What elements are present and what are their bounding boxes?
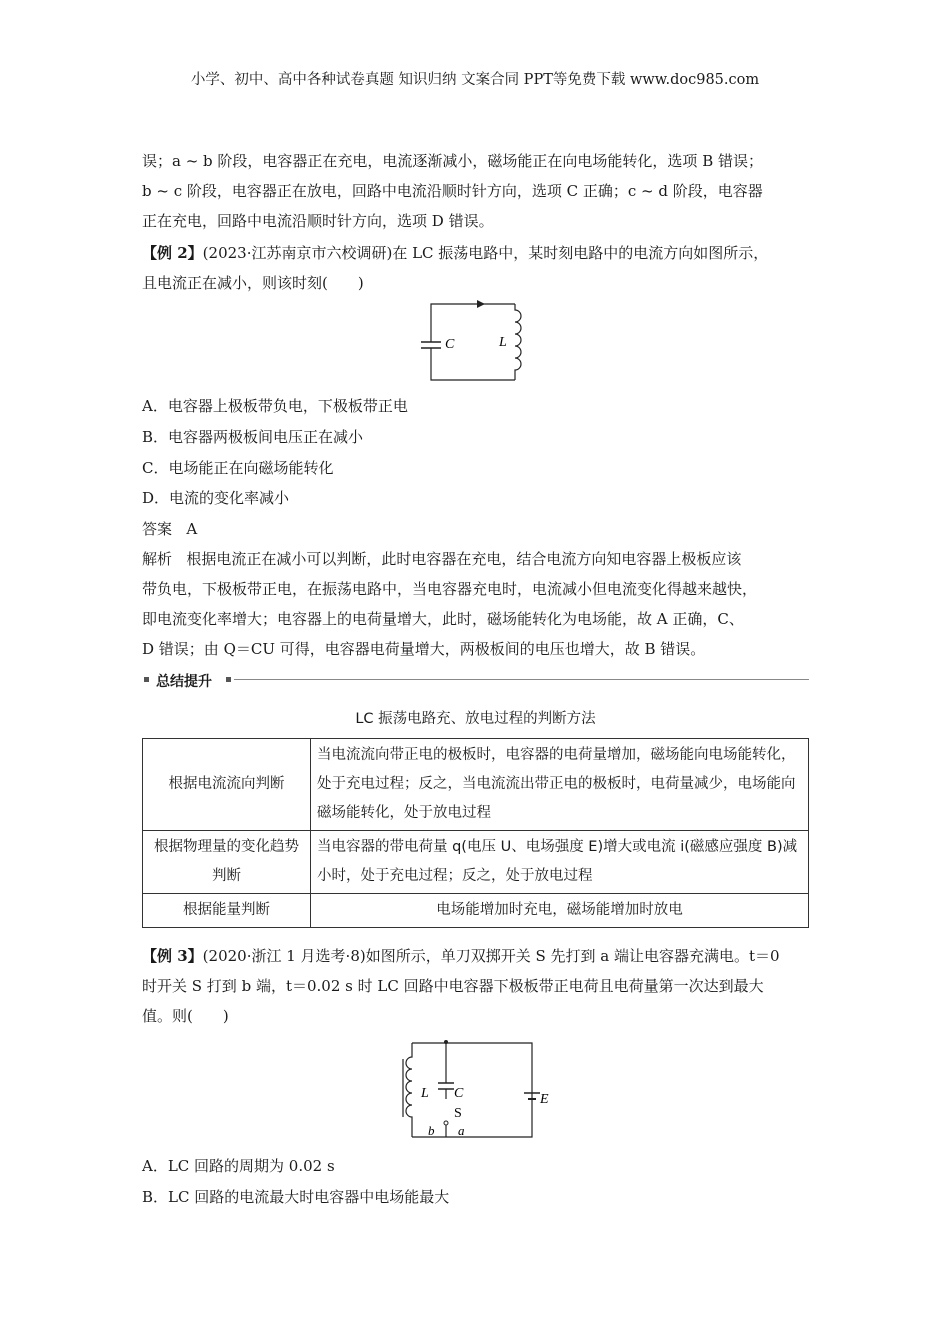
example-3-line-1: [142, 945, 780, 966]
ex3-option-b: B．LC 回路的电流最大时电容器中电场能最大: [142, 1188, 450, 1206]
inductor-coil: [406, 1043, 412, 1137]
switch-circuit-diagram: [398, 1035, 563, 1145]
summary-bullet-icon: [144, 677, 149, 682]
table-value: 当电容器的带电荷量 q(电压 U、电场强度 E)增大或电流 i(磁感应强度 B)减小时，处于充电过程；反之，处于放电过程: [311, 831, 809, 894]
option-d: D．电流的变化率减小: [142, 489, 290, 507]
lc-circuit-diagram: [415, 298, 535, 388]
example-3-line-3: 值。则( ): [142, 1007, 229, 1025]
analysis-line-3: 即电流变化率增大；电容器上的电荷量增大，此时，磁场能转化为电场能，故 A 正确，C、: [142, 610, 744, 628]
fig3-label-s: S: [454, 1106, 462, 1121]
summary-table: [142, 738, 809, 928]
table-row: [143, 894, 809, 928]
prev-line-3: 正在充电，回路中电流沿顺时针方向，选项 D 错误。: [142, 212, 494, 230]
summary-title: LC 振荡电路充、放电过程的判断方法: [355, 711, 596, 727]
prev-line-1: 误；a ~ b 阶段，电容器正在充电，电流逐渐减小，磁场能正在向电场能转化，选项 B 错误；: [142, 152, 763, 170]
analysis-label: 解析: [142, 550, 173, 568]
summary-bar: [142, 671, 809, 689]
summary-bullet-icon-2: [226, 677, 231, 682]
summary-rule: [234, 679, 809, 680]
summary-label: 总结提升: [156, 674, 212, 690]
fig3-label-l: L: [421, 1086, 429, 1101]
page-header: 小学、初中、高中各种试卷真题 知识归纳 文案合同 PPT等免费下载 www.doc985.com: [190, 72, 760, 88]
table-key: 根据物理量的变化趋势判断: [143, 831, 311, 894]
option-a: A．电容器上极板带负电，下极板带正电: [142, 397, 408, 415]
analysis-line-2: 带负电，下极板带正电，在振荡电路中，当电容器充电时，电流减小但电流变化得越来越快，: [142, 580, 758, 598]
option-b: B．电容器两极板间电压正在减小: [142, 428, 364, 446]
ex3-option-a: A．LC 回路的周期为 0.02 s: [142, 1157, 335, 1175]
table-row: [143, 739, 809, 831]
analysis-text-1: 根据电流正在减小可以判断，此时电容器在充电，结合电流方向知电容器上极板应该: [186, 550, 742, 568]
table-key: 根据能量判断: [143, 894, 311, 928]
analysis-line-1: [142, 548, 741, 569]
example-3-tag: 【例 3】: [142, 947, 203, 965]
example-3-text-1: (2020·浙江 1 月选考·8)如图所示，单刀双掷开关 S 先打到 a 端让电容器充满电。t＝0: [202, 947, 780, 965]
inductor-coil: [515, 304, 521, 380]
answer-label: 答案: [142, 520, 173, 538]
example-3-line-2: 时开关 S 打到 b 端，t＝0.02 s 时 LC 回路中电容器下极板带正电荷且电荷量第一次达到最大: [142, 977, 764, 995]
fig3-label-e: E: [540, 1092, 549, 1107]
fig3-label-c: C: [454, 1086, 464, 1101]
current-arrow-icon: [477, 300, 485, 308]
fig-label-l: L: [499, 335, 507, 350]
example-2-line-1: [142, 242, 768, 263]
fig3-label-b: b: [428, 1123, 435, 1138]
fig3-label-a: a: [458, 1123, 465, 1138]
table-value: 当电流流向带正电的极板时，电容器的电荷量增加，磁场能向电场能转化，处于充电过程；反之，当电流流出带正电的极板时，电荷量减少，电场能向磁场能转化，处于放电过程: [311, 739, 809, 831]
prev-line-2: b ~ c 阶段，电容器正在放电，回路中电流沿顺时针方向，选项 C 正确；c ~ d 阶段，电容器: [142, 182, 763, 200]
fig-label-c: C: [445, 337, 455, 352]
example-2-tag: 【例 2】: [142, 244, 203, 262]
table-value: 电场能增加时充电，磁场能增加时放电: [311, 894, 809, 928]
option-c: C．电场能正在向磁场能转化: [142, 459, 334, 477]
analysis-line-4: D 错误；由 Q＝CU 可得，电容器电荷量增大，两极板间的电压也增大，故 B 错误。: [142, 640, 706, 658]
example-2-text-1: (2023·江苏南京市六校调研)在 LC 振荡电路中，某时刻电路中的电流方向如图所示，: [202, 244, 769, 262]
table-key: 根据电流流向判断: [143, 739, 311, 831]
table-row: [143, 831, 809, 894]
answer-line: [142, 518, 197, 539]
example-2-line-2: 且电流正在减小，则该时刻( ): [142, 274, 364, 292]
answer-value: A: [186, 520, 198, 538]
